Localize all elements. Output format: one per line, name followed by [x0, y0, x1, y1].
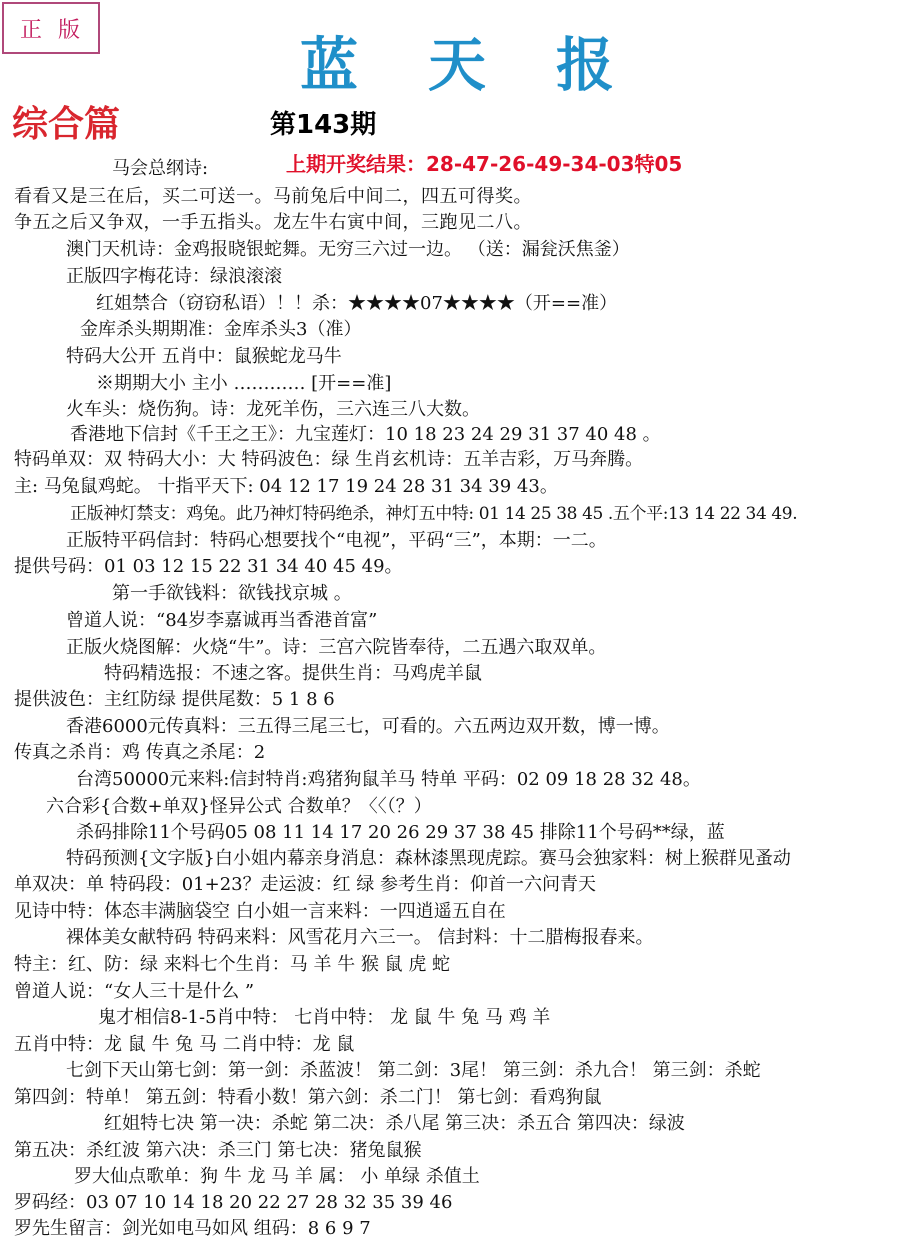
section-title: 综合篇 — [12, 103, 121, 145]
text-line: 特码预测{文字版}白小姐内幕亲身消息：森林漆黑现虎踪。赛马会独家料：树上猴群见蚤动 — [66, 848, 791, 869]
text-line: 鬼才相信8-1-5肖中特： 七肖中特： 龙 鼠 牛 兔 马 鸡 羊 — [98, 1007, 551, 1028]
text-line: 澳门天机诗：金鸡报晓银蛇舞。无穷三六过一边。 （送：漏瓮沃焦釜） — [66, 239, 630, 260]
text-line: 裸体美女献特码 特码来料：风雪花月六三一。 信封料：十二腊梅报春来。 — [66, 927, 654, 948]
text-line: 看看又是三在后，买二可送一。马前兔后中间二，四五可得奖。 — [14, 186, 532, 207]
text-line: 七剑下天山第七剑：第一剑：杀蓝波！ 第二剑：3尾！ 第三剑：杀九合！ 第三剑：杀蛇 — [66, 1060, 761, 1081]
text-line: 单双决：单 特码段：01+23？走运波：红 绿 参考生肖：仰首一六问青天 — [14, 874, 597, 895]
text-line: 六合彩{合数+单双}怪异公式 合数单？〈〈（？） — [46, 796, 432, 817]
text-line: 火车头：烧伤狗。诗：龙死羊伤，三六连三八大数。 — [66, 399, 480, 420]
text-line: 五肖中特：龙 鼠 牛 兔 马 二肖中特：龙 鼠 — [14, 1034, 355, 1055]
text-line: 曾道人说：“84岁李嘉诚再当香港首富” — [66, 610, 378, 631]
text-line: ※期期大小 主小 ………… [开==准] — [96, 373, 392, 394]
text-line: 特码单双：双 特码大小：大 特码波色：绿 生肖玄机诗：五羊吉彩，万马奔腾。 — [14, 449, 644, 470]
issue-number: 第143期 — [270, 110, 377, 140]
text-line: 红姐禁合（窃窃私语）！！杀：★★★★07★★★★（开==准） — [96, 293, 618, 314]
text-line: 红姐特七决 第一决：杀蛇 第二决：杀八尾 第三决：杀五合 第四决：绿波 — [104, 1113, 685, 1134]
text-line: 第一手欲钱料：欲钱找京城 。 — [112, 583, 352, 604]
text-line: 杀码排除11个号码05 08 11 14 17 20 26 29 37 38 45 排除11个号码**绿，蓝 — [76, 822, 725, 843]
last-draw-result: 上期开奖结果：28-47-26-49-34-03特05 — [286, 152, 683, 176]
text-line: 特主：红、防：绿 来料七个生肖：马 羊 牛 猴 鼠 虎 蛇 — [14, 954, 451, 975]
text-line: 特码大公开 五肖中：鼠猴蛇龙马牛 — [66, 346, 342, 367]
text-line: 香港地下信封《千王之王》：九宝莲灯：10 18 23 24 29 31 37 40 48 。 — [70, 424, 661, 445]
text-line: 曾道人说：“女人三十是什么 ” — [14, 981, 255, 1002]
text-line: 传真之杀肖：鸡 传真之杀尾：2 — [14, 742, 266, 763]
text-line: 正版神灯禁支：鸡兔。此乃神灯特码绝杀，神灯五中特: 01 14 25 38 45 .五个平:13 14 22 34 49. — [70, 504, 798, 524]
text-line: 第五决：杀红波 第六决：杀三门 第七决：猪兔鼠猴 — [14, 1140, 422, 1161]
text-line: 提供号码：01 03 12 15 22 31 34 40 45 49。 — [14, 556, 403, 577]
text-line: 罗先生留言：剑光如电马如风 组码：8 6 9 7 — [14, 1218, 371, 1239]
text-line: 金库杀头期期准：金库杀头3（准） — [80, 319, 362, 340]
text-line: 罗码经：03 07 10 14 18 20 22 27 28 32 35 39 46 — [14, 1192, 453, 1213]
text-line: 香港6000元传真料：三五得三尾三七，可看的。六五两边双开数，博一博。 — [66, 716, 670, 737]
text-line: 台湾50000元来料:信封特肖:鸡猪狗鼠羊马 特单 平码：02 09 18 28 32 48。 — [76, 769, 701, 790]
text-line: 主: 马兔鼠鸡蛇。 十指平天下: 04 12 17 19 24 28 31 34 39 43。 — [14, 476, 558, 497]
text-line: 正版特平码信封：特码心想要找个“电视”，平码“三”，本期：一二。 — [66, 530, 607, 551]
text-line: 第四剑：特单！ 第五剑：特看小数！第六剑：杀二门！ 第七剑：看鸡狗鼠 — [14, 1087, 602, 1108]
text-line: 罗大仙点歌单：狗 牛 龙 马 羊 属： 小 单绿 杀值土 — [74, 1166, 480, 1187]
text-line: 争五之后又争双，一手五指头。龙左牛右寅中间，三跑见二八。 — [14, 212, 532, 233]
text-line: 正版火烧图解：火烧“牛”。诗：三宫六院皆奉待，二五遇六取双单。 — [66, 637, 607, 658]
text-line: 见诗中特：体态丰满脑袋空 白小姐一言来料：一四逍遥五自在 — [14, 901, 506, 922]
text-line: 正版四字梅花诗：绿浪滚滚 — [66, 266, 282, 287]
text-line: 提供波色：主红防绿 提供尾数：5 1 8 6 — [14, 689, 335, 710]
genuine-edition-badge: 正版 — [2, 2, 100, 54]
text-line: 马会总纲诗: — [112, 158, 209, 179]
text-line: 特码精选报：不速之客。提供生肖：马鸡虎羊鼠 — [104, 663, 482, 684]
newspaper-masthead: 蓝天报 — [300, 31, 685, 99]
